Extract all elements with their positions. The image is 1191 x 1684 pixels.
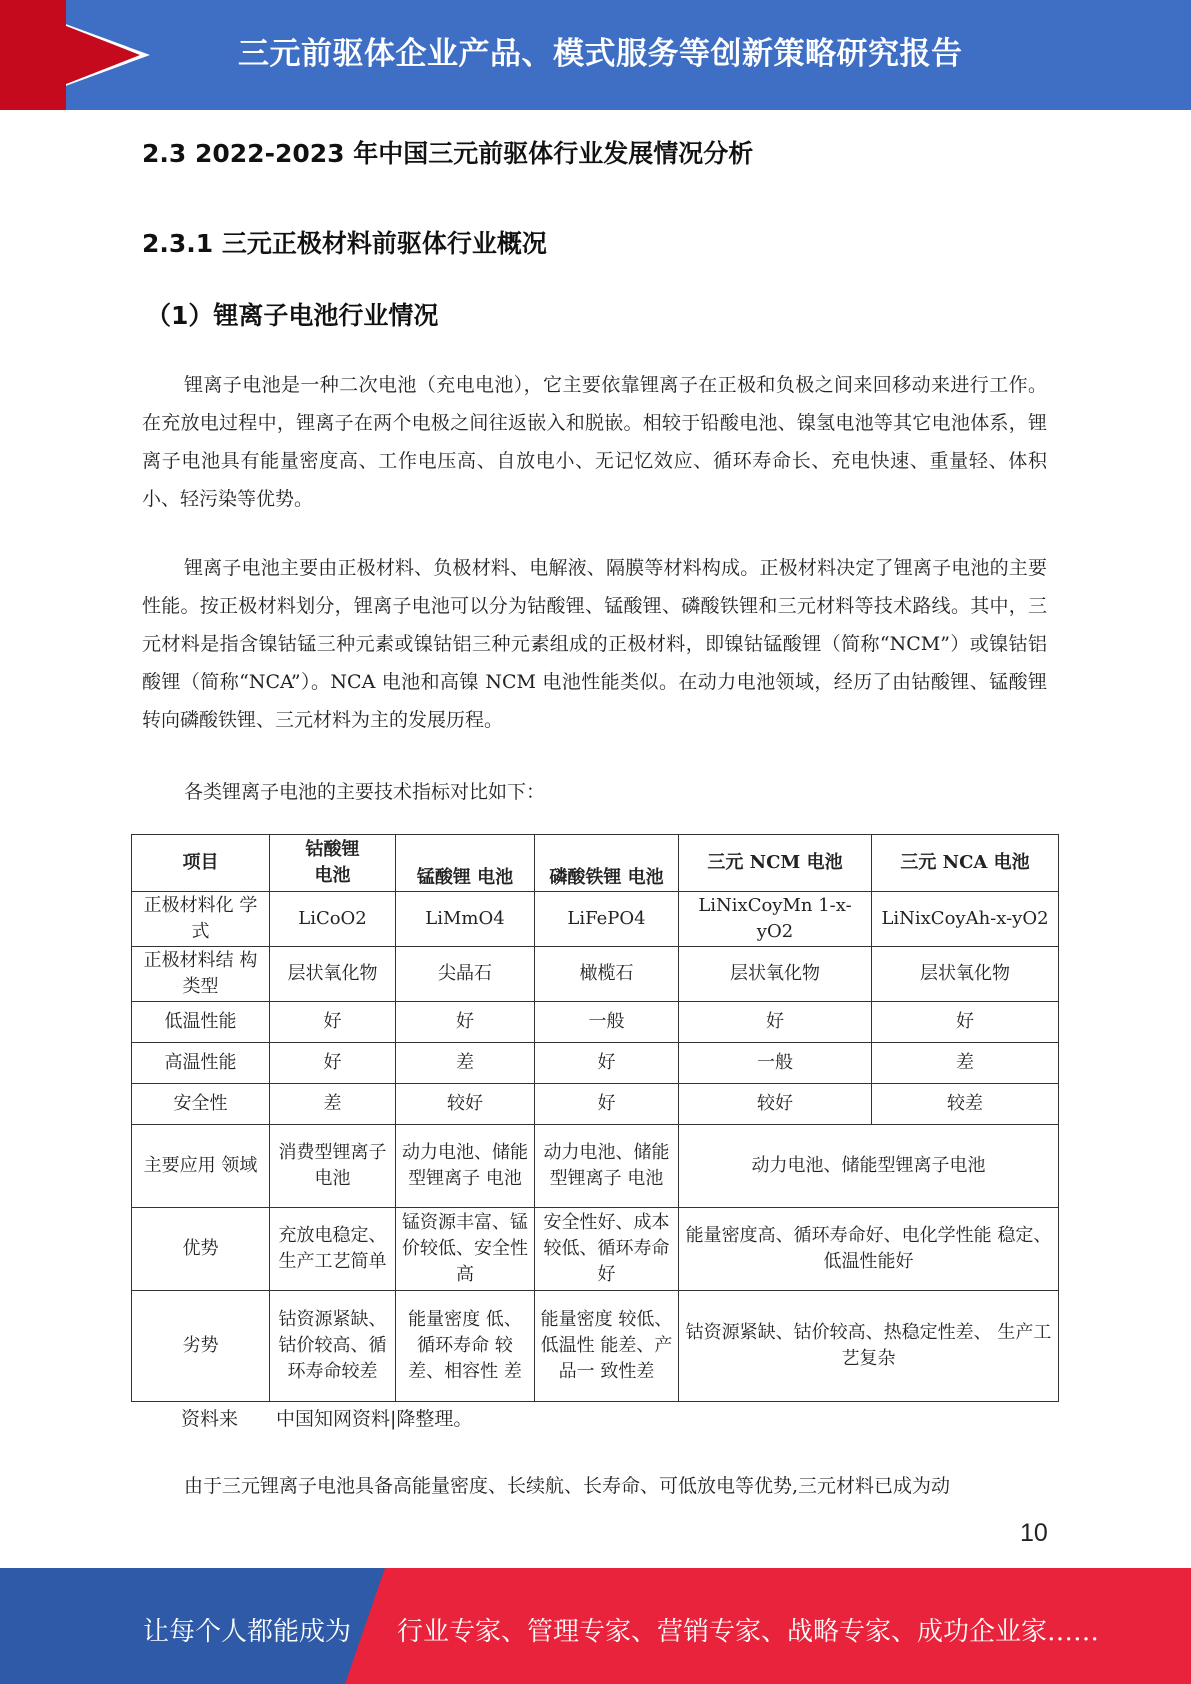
table-row bbox=[132, 947, 1059, 1002]
table-cell: 好 bbox=[872, 1002, 1059, 1043]
table-cell: LiMmO4 bbox=[396, 892, 535, 947]
table-cell: 较好 bbox=[396, 1084, 535, 1125]
header-cell: 项目 bbox=[132, 835, 270, 892]
row-label: 正极材料结 构类型 bbox=[132, 947, 270, 1002]
table-row bbox=[132, 1291, 1059, 1402]
table-cell-merged: 动力电池、储能型锂离子电池 bbox=[679, 1125, 1059, 1208]
footer-slogan-right: 行业专家、管理专家、营销专家、战略专家、成功企业家…… bbox=[397, 1617, 1100, 1647]
battery-comparison-table bbox=[131, 834, 1059, 1402]
table-cell: 能量密度 较低、低温性 能差、产品一 致性差 bbox=[535, 1291, 679, 1402]
row-label: 优势 bbox=[132, 1208, 270, 1291]
table-row bbox=[132, 1043, 1059, 1084]
row-label: 正极材料化 学式 bbox=[132, 892, 270, 947]
table-cell: LiFePO4 bbox=[535, 892, 679, 947]
report-title: 三元前驱体企业产品、模式服务等创新策略研究报告 bbox=[238, 36, 963, 72]
table-cell: LiNixCoyAh-x-yO2 bbox=[872, 892, 1059, 947]
subsection-heading: （1）锂离子电池行业情况 bbox=[146, 301, 439, 330]
table-cell: 尖晶石 bbox=[396, 947, 535, 1002]
table-cell: 消费型锂离子电池 bbox=[270, 1125, 396, 1208]
table-row bbox=[132, 1208, 1059, 1291]
row-label: 主要应用 领域 bbox=[132, 1125, 270, 1208]
row-label: 劣势 bbox=[132, 1291, 270, 1402]
row-label: 安全性 bbox=[132, 1084, 270, 1125]
table-cell: 橄榄石 bbox=[535, 947, 679, 1002]
source-note: 资料来 中国知网资料|降整理。 bbox=[181, 1408, 473, 1430]
table-cell: LiNixCoyMn 1-x-yO2 bbox=[679, 892, 872, 947]
table-cell-merged: 能量密度高、循环寿命好、电化学性能 稳定、低温性能好 bbox=[679, 1208, 1059, 1291]
table-row bbox=[132, 892, 1059, 947]
table-cell: 好 bbox=[679, 1002, 872, 1043]
table-cell: 一般 bbox=[535, 1002, 679, 1043]
header-cell: 磷酸铁锂 电池 bbox=[535, 835, 679, 892]
table-cell: 好 bbox=[535, 1043, 679, 1084]
page-number: 10 bbox=[1020, 1519, 1048, 1547]
section-heading-2-3-1: 2.3.1 三元正极材料前驱体行业概况 bbox=[142, 229, 547, 258]
table-cell: 一般 bbox=[679, 1043, 872, 1084]
table-header-row bbox=[132, 835, 1059, 892]
table-cell: 动力电池、储能型锂离子 电池 bbox=[535, 1125, 679, 1208]
footer-slogan-left: 让每个人都能成为 bbox=[143, 1617, 352, 1647]
header-cell: 三元 NCM 电池 bbox=[679, 835, 872, 892]
table-cell: 较好 bbox=[679, 1084, 872, 1125]
table-cell: 好 bbox=[270, 1043, 396, 1084]
table-cell: 能量密度 低、循环寿命 较差、相容性 差 bbox=[396, 1291, 535, 1402]
header-cell: 三元 NCA 电池 bbox=[872, 835, 1059, 892]
table-cell: 差 bbox=[270, 1084, 396, 1125]
section-heading-2-3: 2.3 2022-2023 年中国三元前驱体行业发展情况分析 bbox=[142, 139, 754, 168]
table-cell: 层状氧化物 bbox=[270, 947, 396, 1002]
header-red-block bbox=[0, 0, 66, 110]
table-cell: LiCoO2 bbox=[270, 892, 396, 947]
paragraph-1: 锂离子电池是一种二次电池（充电电池），它主要依靠锂离子在正极和负极之间来回移动来进行工作。在充放电过程中，锂离子在两个电极之间往返嵌入和脱嵌。相较于铅酸电池、镍氢电池等其它电池体系，锂离子电池具有能量密度高、工作电压高、自放电小、无记忆效应、循环寿命长、充电快速、重量轻、体积小、轻污染等优势。 bbox=[142, 374, 1047, 510]
table-row bbox=[132, 1084, 1059, 1125]
table-cell: 钴资源紧缺、钴价较高、循环寿命较差 bbox=[270, 1291, 396, 1402]
table-cell: 安全性好、成本较低、循环寿命好 bbox=[535, 1208, 679, 1291]
paragraph-3: 由于三元锂离子电池具备高能量密度、长续航、长寿命、可低放电等优势,三元材料已成为动 bbox=[184, 1475, 951, 1497]
paragraph-2: 锂离子电池主要由正极材料、负极材料、电解液、隔膜等材料构成。正极材料决定了锂离子电池的主要性能。按正极材料划分，锂离子电池可以分为钴酸锂、锰酸锂、磷酸铁锂和三元材料等技术路线。其中，三元材料是指含镍钴锰三种元素或镍钴铝三种元素组成的正极材料，即镍钴锰酸锂（简称“NCM”）或镍钴铝酸锂（简称“NCA”）。NCA 电池和高镍 NCM 电池性能类似。在动力电池领域，经历了由钴酸锂、锰酸锂转向磷酸铁锂、三元材料为主的发展历程。 bbox=[142, 557, 1047, 731]
header-cell: 锰酸锂 电池 bbox=[396, 835, 535, 892]
header-cell: 钴酸锂 电池 bbox=[270, 835, 396, 892]
table-cell: 差 bbox=[872, 1043, 1059, 1084]
table-row bbox=[132, 1125, 1059, 1208]
row-label: 低温性能 bbox=[132, 1002, 270, 1043]
table-cell: 层状氧化物 bbox=[679, 947, 872, 1002]
table-cell-merged: 钴资源紧缺、钴价较高、热稳定性差、 生产工艺复杂 bbox=[679, 1291, 1059, 1402]
table-cell: 充放电稳定、生产工艺简单 bbox=[270, 1208, 396, 1291]
row-label: 高温性能 bbox=[132, 1043, 270, 1084]
table-cell: 好 bbox=[535, 1084, 679, 1125]
table-lead-text: 各类锂离子电池的主要技术指标对比如下： bbox=[184, 781, 546, 803]
table-cell: 好 bbox=[396, 1002, 535, 1043]
table-cell: 差 bbox=[396, 1043, 535, 1084]
table-cell: 好 bbox=[270, 1002, 396, 1043]
table-cell: 锰资源丰富、锰价较低、安全性高 bbox=[396, 1208, 535, 1291]
table-cell: 较差 bbox=[872, 1084, 1059, 1125]
table-cell: 层状氧化物 bbox=[872, 947, 1059, 1002]
table-row bbox=[132, 1002, 1059, 1043]
table-cell: 动力电池、储能型锂离子 电池 bbox=[396, 1125, 535, 1208]
